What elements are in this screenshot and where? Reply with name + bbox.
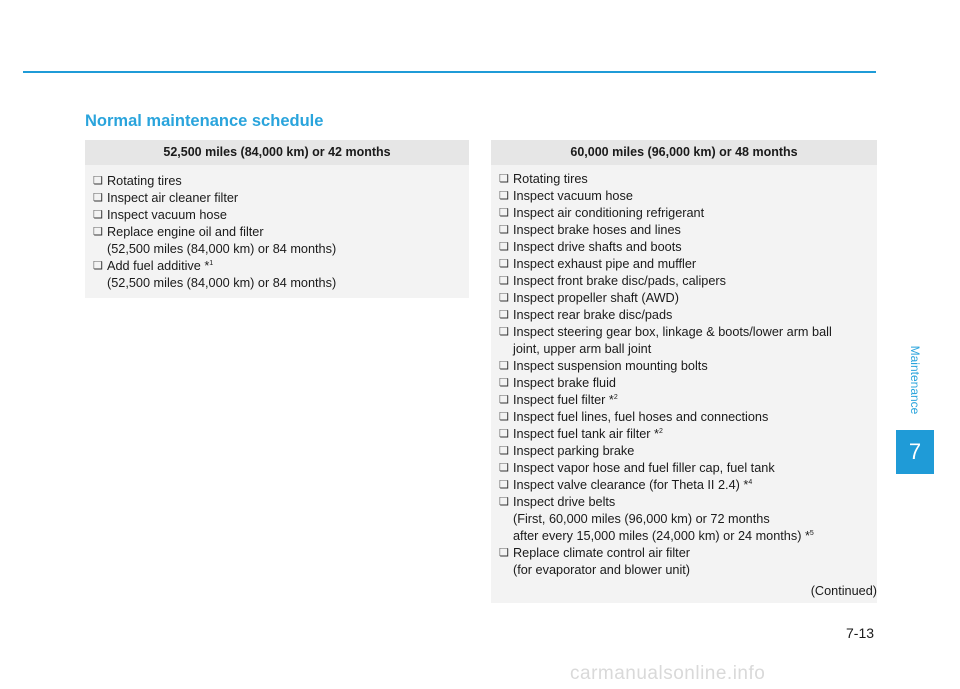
schedule-item-text — [104, 258, 336, 292]
checkbox-icon: ❏ — [93, 260, 103, 272]
schedule-heading: 60,000 miles (96,000 km) or 48 months — [491, 140, 877, 165]
schedule-item — [93, 258, 469, 292]
checkbox-icon: ❏ — [499, 428, 509, 440]
checkbox-icon: ❏ — [499, 292, 509, 304]
schedule-item-text — [104, 173, 182, 190]
schedule-item-text — [510, 205, 704, 222]
schedule-item-label: Inspect air conditioning refrigerant — [513, 206, 705, 220]
schedule-item-label: Inspect vapor hose and fuel filler cap, fuel tank — [513, 461, 775, 475]
schedule-item — [499, 222, 877, 239]
schedule-item — [499, 239, 877, 256]
schedule-item-label: Replace engine oil and filter (52,500 miles (84,000 km) or 84 months) — [107, 225, 337, 256]
schedule-item-label: Inspect drive shafts and boots — [513, 240, 682, 254]
schedule-item — [93, 207, 469, 224]
schedule-item — [93, 173, 469, 190]
schedule-item-text — [510, 188, 633, 205]
checkbox-icon: ❏ — [499, 190, 509, 202]
schedule-item-label: Replace climate control air filter (for evaporator and blower unit) — [513, 546, 691, 577]
checkbox-icon: ❏ — [499, 173, 509, 185]
schedule-item — [499, 171, 877, 188]
checkbox-icon: ❏ — [499, 547, 509, 559]
schedule-item-label: Inspect valve clearance (for Theta II 2.4) * — [513, 478, 749, 492]
schedule-item-text — [510, 443, 634, 460]
schedule-item-text — [510, 477, 752, 494]
footnote-marker: 4 — [748, 478, 753, 486]
schedule-item-label: Inspect rear brake disc/pads — [513, 308, 673, 322]
checkbox-icon: ❏ — [93, 192, 103, 204]
schedule-item-text — [510, 460, 775, 477]
checkbox-icon: ❏ — [499, 258, 509, 270]
schedule-item-text — [510, 290, 679, 307]
schedule-item-label: Inspect brake hoses and lines — [513, 223, 681, 237]
checkbox-icon: ❏ — [499, 309, 509, 321]
schedule-item — [499, 426, 877, 443]
schedule-item-text — [510, 409, 768, 426]
schedule-item — [93, 190, 469, 207]
footnote-marker: 2 — [613, 393, 618, 401]
schedule-item-text — [510, 171, 588, 188]
footnote-marker: 5 — [809, 529, 814, 537]
checkbox-icon: ❏ — [499, 479, 509, 491]
checkbox-icon: ❏ — [499, 462, 509, 474]
schedule-item — [499, 324, 877, 358]
schedule-item-label: Rotating tires — [107, 174, 182, 188]
schedule-item-text — [510, 375, 616, 392]
checkbox-icon: ❏ — [499, 445, 509, 457]
checkbox-icon: ❏ — [499, 377, 509, 389]
footnote-marker: 1 — [209, 259, 214, 267]
schedule-item-text — [510, 392, 618, 409]
section-title: Normal maintenance schedule — [85, 112, 324, 130]
footnote-marker: 2 — [658, 427, 663, 435]
schedule-item — [499, 358, 877, 375]
checkbox-icon: ❏ — [499, 241, 509, 253]
checkbox-icon: ❏ — [499, 326, 509, 338]
schedule-item — [499, 273, 877, 290]
checkbox-icon: ❏ — [499, 496, 509, 508]
schedule-item-label: Inspect vacuum hose — [107, 208, 227, 222]
schedule-item-label: Inspect fuel filter * — [513, 393, 614, 407]
schedule-list — [491, 165, 877, 579]
checkbox-icon: ❏ — [499, 394, 509, 406]
schedule-item-label: Inspect front brake disc/pads, calipers — [513, 274, 726, 288]
schedule-item-label: Inspect vacuum hose — [513, 189, 633, 203]
schedule-item — [499, 443, 877, 460]
schedule-item-label: Inspect brake fluid — [513, 376, 616, 390]
side-chapter-label — [906, 340, 924, 420]
schedule-item — [499, 494, 877, 545]
schedule-item — [499, 205, 877, 222]
checkbox-icon: ❏ — [499, 275, 509, 287]
schedule-item — [499, 545, 877, 579]
schedule-item-label: Add fuel additive * — [107, 259, 210, 273]
schedule-item-label: Rotating tires — [513, 172, 588, 186]
schedule-item — [499, 375, 877, 392]
schedule-item — [499, 477, 877, 494]
schedule-item-text — [510, 256, 696, 273]
schedule-item — [499, 256, 877, 273]
schedule-item-text — [510, 358, 708, 375]
schedule-item-text — [104, 207, 227, 224]
schedule-item — [93, 224, 469, 258]
schedule-item-label: Inspect fuel lines, fuel hoses and connections — [513, 410, 769, 424]
side-chapter-label-text: Maintenance — [908, 345, 922, 415]
schedule-item-label: Inspect parking brake — [513, 444, 635, 458]
schedule-list — [85, 165, 469, 292]
schedule-item-text — [510, 222, 681, 239]
schedule-item-text — [510, 307, 672, 324]
schedule-item-label: Inspect fuel tank air filter * — [513, 427, 659, 441]
schedule-box-52500 — [85, 140, 469, 298]
schedule-item-text — [104, 224, 336, 258]
schedule-item-text — [104, 190, 238, 207]
chapter-tab[interactable]: 7 — [896, 430, 934, 474]
top-divider — [23, 71, 876, 73]
continued-note: (Continued) — [810, 584, 877, 598]
schedule-item — [499, 188, 877, 205]
schedule-item — [499, 307, 877, 324]
schedule-item — [499, 409, 877, 426]
checkbox-icon: ❏ — [499, 360, 509, 372]
schedule-item-text — [510, 239, 682, 256]
checkbox-icon: ❏ — [93, 226, 103, 238]
schedule-item — [499, 392, 877, 409]
checkbox-icon: ❏ — [93, 209, 103, 221]
checkbox-icon: ❏ — [499, 411, 509, 423]
schedule-item-text — [510, 324, 832, 358]
schedule-heading: 52,500 miles (84,000 km) or 42 months — [85, 140, 469, 165]
schedule-item-label: Inspect exhaust pipe and muffler — [513, 257, 697, 271]
schedule-item-label: Inspect propeller shaft (AWD) — [513, 291, 679, 305]
schedule-item-label: Inspect drive belts (First, 60,000 miles (96,000 km) or 72 months after every 15,000 miles (24,000 km) or 24 months) * — [513, 495, 810, 543]
checkbox-icon: ❏ — [93, 175, 103, 187]
schedule-item-label: Inspect air cleaner filter — [107, 191, 239, 205]
schedule-item-note: (52,500 miles (84,000 km) or 84 months) — [107, 276, 337, 290]
schedule-item — [499, 290, 877, 307]
page-number: 7-13 — [846, 625, 875, 641]
schedule-item-text — [510, 426, 663, 443]
schedule-item-text — [510, 494, 814, 545]
checkbox-icon: ❏ — [499, 207, 509, 219]
schedule-box-60000 — [491, 140, 877, 603]
watermark: carmanualsonline.info — [570, 663, 766, 684]
schedule-item-text — [510, 273, 726, 290]
schedule-item-text — [510, 545, 690, 579]
schedule-item-label: Inspect steering gear box, linkage & boots/lower arm ball joint, upper arm ball joint — [513, 325, 832, 356]
schedule-item — [499, 460, 877, 477]
schedule-item-label: Inspect suspension mounting bolts — [513, 359, 708, 373]
checkbox-icon: ❏ — [499, 224, 509, 236]
